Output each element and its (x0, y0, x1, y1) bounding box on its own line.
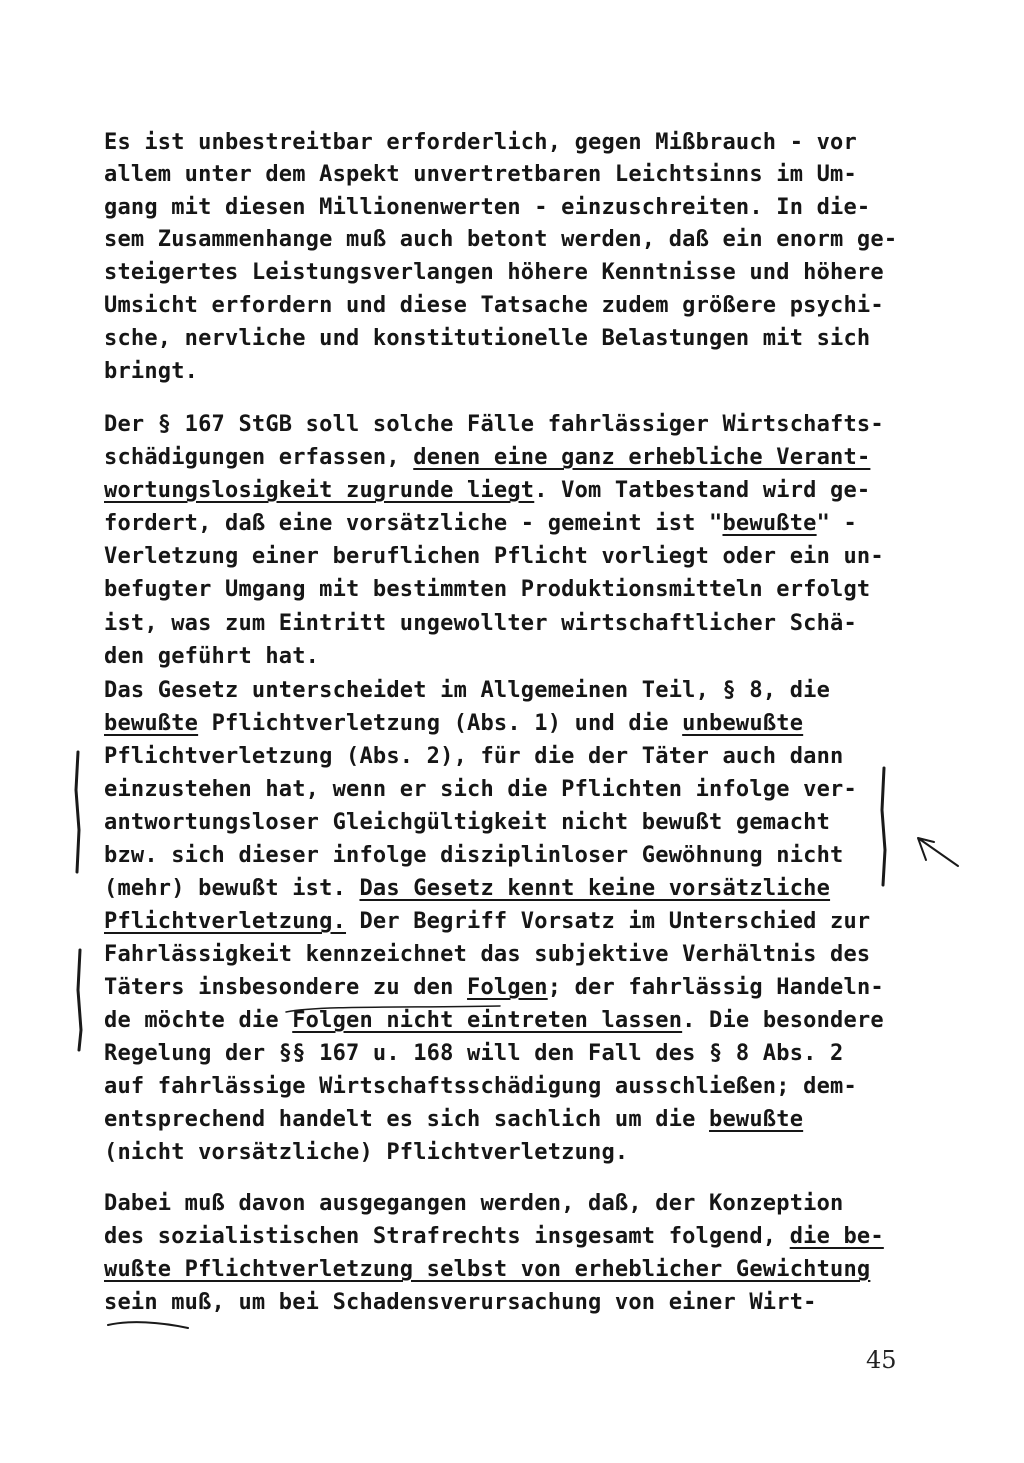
text-segment: ist, was zum Eintritt ungewollter wirtschaftlicher Schä- (104, 611, 857, 636)
text-segment: ; der fahrlässig Handeln- (547, 975, 884, 1000)
page-number: 45 (866, 1346, 897, 1374)
text-segment: Pflichtverletzung (Abs. 1) und die (198, 711, 683, 736)
underlined-phrase: bewußte (104, 711, 199, 736)
text-segment: Täters insbesondere zu den (104, 975, 468, 1000)
text-segment: Fahrlässigkeit kennzeichnet das subjektive Verhältnis des (104, 942, 871, 967)
text-segment: den geführt hat. (104, 644, 320, 669)
text-segment: allem unter dem Aspekt unvertretbaren Leichtsinns im Um- (104, 162, 857, 187)
text-segment: . Die besondere (682, 1008, 884, 1033)
text-segment: Umsicht erfordern und diese Tatsache zudem größere psychi- (104, 293, 884, 318)
text-segment: Der § 167 StGB soll solche Fälle fahrlässiger Wirtschafts- (104, 412, 884, 437)
text-segment: Es ist unbestreitbar erforderlich, gegen Mißbrauch - vor (104, 130, 857, 155)
text-segment: gang mit diesen Millionenwerten - einzuschreiten. In die- (104, 195, 871, 220)
text-segment: . Vom Tatbestand wird ge- (534, 478, 871, 503)
text-segment: sein muß, um bei Schadensverursachung von einer Wirt- (104, 1290, 817, 1315)
underlined-phrase: unbewußte (682, 711, 804, 736)
underlined-phrase: Folgen nicht eintreten lassen (292, 1008, 683, 1033)
text-segment: Der Begriff Vorsatz im Unterschied zur (346, 909, 871, 934)
text-segment: auf fahrlässige Wirtschaftsschädigung ausschließen; dem- (104, 1074, 857, 1099)
margin-bar-left-lower (78, 950, 81, 1050)
correction-stroke (286, 1006, 500, 1012)
text-segment: bringt. (104, 359, 199, 384)
text-segment: einzustehen hat, wenn er sich die Pflichten infolge ver- (104, 777, 857, 802)
text-segment: Verletzung einer beruflichen Pflicht vorliegt oder ein un- (104, 544, 884, 569)
text-segment: des sozialistischen Strafrechts insgesamt folgend, (104, 1224, 790, 1249)
underlined-phrase: wortungslosigkeit zugrunde liegt (104, 478, 535, 503)
text-segment: (mehr) bewußt ist. (104, 876, 360, 901)
underlined-phrase: Das Gesetz kennt keine vorsätzliche (359, 876, 831, 901)
text-segment: befugter Umgang mit bestimmten Produktionsmitteln erfolgt (104, 577, 871, 602)
text-segment: entsprechend handelt es sich sachlich um die (104, 1107, 710, 1132)
text-segment: bzw. sich dieser infolge disziplinloser Gewöhnung nicht (104, 843, 844, 868)
margin-arrow-right (918, 838, 958, 866)
underlined-phrase: die be- (789, 1224, 884, 1249)
underlined-phrase: Folgen (467, 975, 548, 1000)
text-segment: sem Zusammenhange muß auch betont werden, daß ein enorm ge- (104, 227, 898, 252)
margin-bar-left-upper (76, 752, 79, 872)
text-segment: (nicht vorsätzliche) Pflichtverletzung. (104, 1140, 629, 1165)
text-segment: Regelung der §§ 167 u. 168 will den Fall des § 8 Abs. 2 (104, 1041, 844, 1066)
text-segment: de möchte die (104, 1008, 293, 1033)
text-segment: steigertes Leistungsverlangen höhere Kenntnisse und höhere (104, 260, 884, 285)
text-segment: schädigungen erfassen, (104, 445, 414, 470)
text-segment: fordert, daß eine vorsätzliche - gemeint ist " (104, 511, 723, 536)
underline-stroke-bottom (108, 1322, 188, 1328)
underlined-phrase: denen eine ganz erhebliche Verant- (413, 445, 871, 470)
margin-bar-right (882, 768, 885, 885)
text-segment: antwortungsloser Gleichgültigkeit nicht bewußt gemacht (104, 810, 831, 835)
text-segment: " - (816, 511, 857, 536)
text-segment: Das Gesetz unterscheidet im Allgemeinen Teil, § 8, die (104, 678, 831, 703)
text-segment: Pflichtverletzung (Abs. 2), für die der Täter auch dann (104, 744, 844, 769)
text-segment: Dabei muß davon ausgegangen werden, daß, der Konzeption (104, 1191, 844, 1216)
underlined-phrase: wußte Pflichtverletzung selbst von erheblicher Gewichtung (104, 1257, 871, 1282)
text-segment: sche, nervliche und konstitutionelle Belastungen mit sich (104, 326, 871, 351)
underlined-phrase: bewußte (722, 511, 817, 536)
underlined-phrase: bewußte (709, 1107, 804, 1132)
underlined-phrase: Pflichtverletzung. (104, 909, 347, 934)
